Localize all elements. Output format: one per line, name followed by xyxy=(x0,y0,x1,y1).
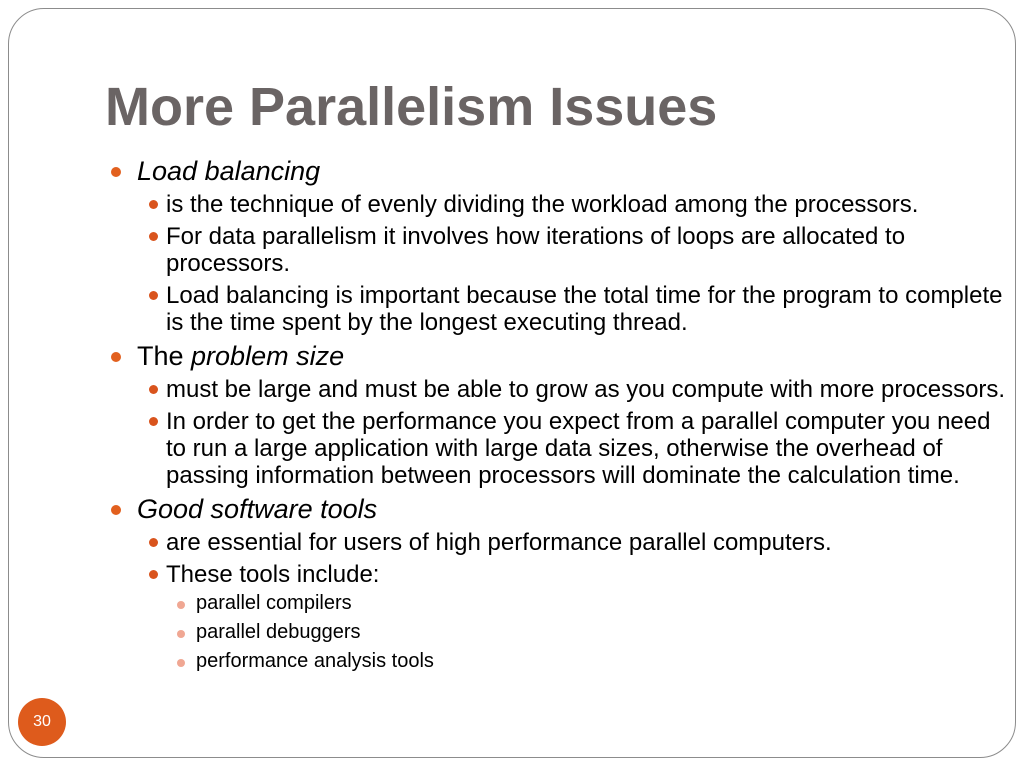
page-number-badge: 30 xyxy=(18,698,66,746)
sub-sub-bullet-dot xyxy=(177,601,185,609)
bullet-dot xyxy=(111,167,121,177)
bullet-heading-prefix: The xyxy=(137,341,192,371)
sub-bullet xyxy=(137,561,1006,675)
sub-bullet-text: These tools include: xyxy=(166,561,380,588)
sub-bullet-dot xyxy=(149,291,158,300)
sub-bullet xyxy=(137,223,1006,277)
bullet-dot xyxy=(111,352,121,362)
sub-bullet-text: are essential for users of high performance parallel computers. xyxy=(166,529,832,556)
bullet-list xyxy=(0,156,1024,675)
sub-bullet-list xyxy=(137,529,1024,675)
bullet-heading-emphasis: problem size xyxy=(191,341,345,371)
slide-title: More Parallelism Issues xyxy=(105,77,718,137)
sub-bullet-dot xyxy=(149,232,158,241)
slide-content xyxy=(0,156,1024,768)
sub-bullet-dot xyxy=(149,570,158,579)
sub-sub-bullet xyxy=(166,648,1006,675)
sub-bullet-text: In order to get the performance you expect from a parallel computer you need to run a large application with large data sizes, otherwise the overhead of passing information between processors will dominate the calculation time. xyxy=(166,408,991,489)
sub-sub-bullet xyxy=(166,590,1006,617)
sub-sub-bullet-text: parallel compilers xyxy=(196,592,352,614)
bullet-good-software-tools xyxy=(0,494,1024,675)
sub-bullet xyxy=(137,376,1006,403)
sub-bullet-dot xyxy=(149,200,158,209)
sub-sub-bullet-text: parallel debuggers xyxy=(196,621,361,643)
bullet-heading: Load balancing xyxy=(137,156,321,186)
sub-bullet xyxy=(137,408,1006,489)
bullet-dot xyxy=(111,505,121,515)
sub-bullet-list xyxy=(137,376,1024,489)
sub-bullet-text: Load balancing is important because the total time for the program to complete is the time spent by the longest executing thread. xyxy=(166,282,1003,336)
bullet-heading: Good software tools xyxy=(137,494,378,524)
sub-sub-bullet-dot xyxy=(177,630,185,638)
bullet-load-balancing xyxy=(0,156,1024,336)
sub-bullet-list xyxy=(137,191,1024,336)
sub-bullet-text: For data parallelism it involves how iterations of loops are allocated to processors. xyxy=(166,223,906,277)
bullet-problem-size xyxy=(0,341,1024,489)
sub-bullet xyxy=(137,529,1006,556)
sub-sub-bullet-dot xyxy=(177,659,185,667)
sub-sub-bullet-text: performance analysis tools xyxy=(196,650,434,672)
sub-bullet xyxy=(137,191,1006,218)
sub-sub-bullet xyxy=(166,619,1006,646)
sub-bullet-dot xyxy=(149,538,158,547)
sub-sub-bullet-list xyxy=(166,590,1006,675)
sub-bullet-dot xyxy=(149,417,158,426)
sub-bullet-text: must be large and must be able to grow as you compute with more processors. xyxy=(166,376,1006,403)
sub-bullet-dot xyxy=(149,385,158,394)
sub-bullet xyxy=(137,282,1006,336)
sub-bullet-text: is the technique of evenly dividing the workload among the processors. xyxy=(166,191,919,218)
